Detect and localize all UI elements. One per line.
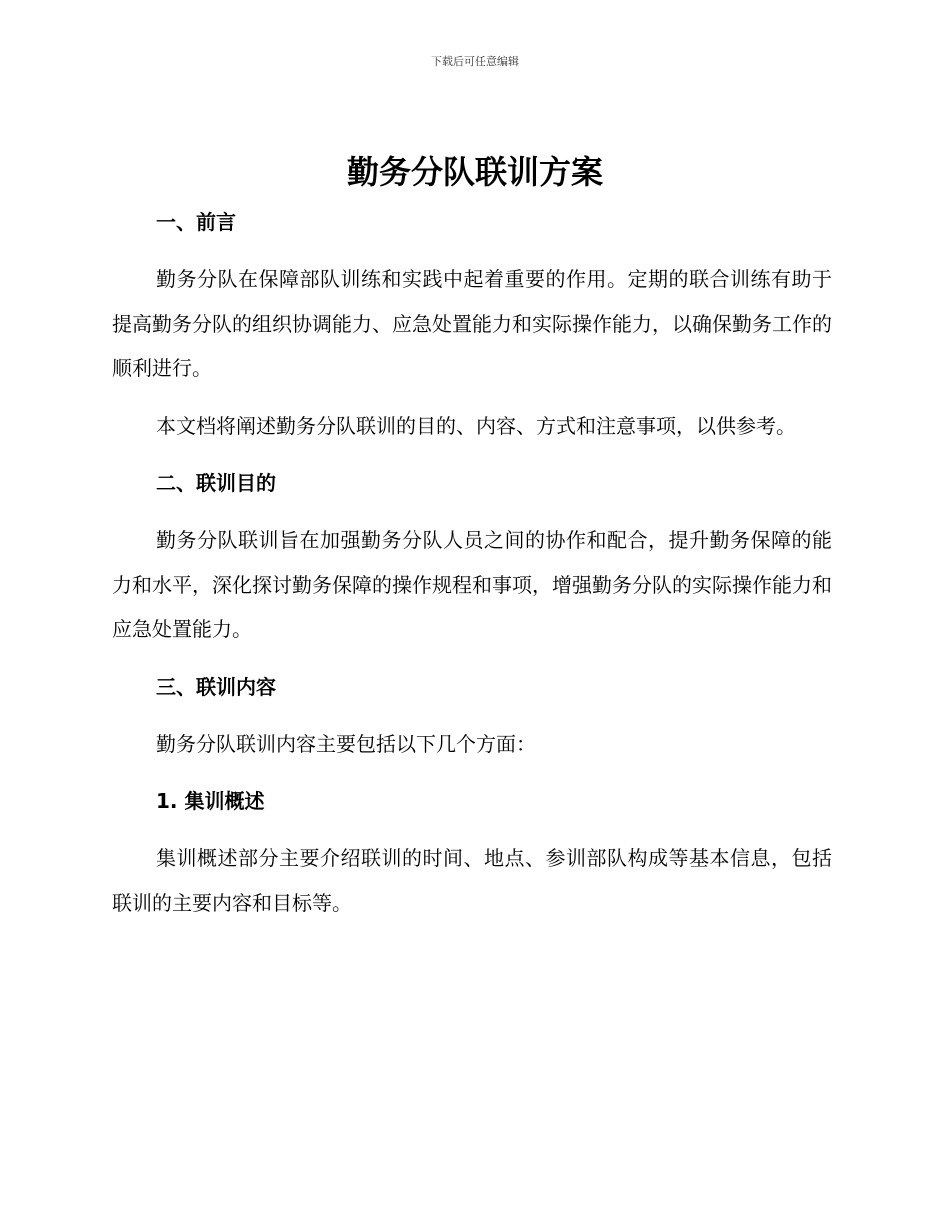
subsection-heading-overview: 1. 集训概述 (156, 789, 265, 813)
document-body (112, 200, 832, 925)
paragraph-preface-2: 本文档将阐述勤务分队联训的目的、内容、方式和注意事项，以供参考。 (156, 413, 796, 438)
page-header: 下载后可任意编辑 (431, 55, 519, 68)
paragraph-purpose: 勤务分队联训旨在加强勤务分队人员之间的协作和配合，提升勤务保障的能力和水平，深化探讨勤务保障的操作规程和事项，增强勤务分队的实际操作能力和应急处置能力。 (112, 528, 832, 641)
document-title: 勤务分队联训方案 (346, 153, 603, 191)
section-heading-content: 三、联训内容 (156, 674, 276, 699)
paragraph-overview: 集训概述部分主要介绍联训的时间、地点、参训部队构成等基本信息，包括联训的主要内容和目标等。 (112, 846, 832, 915)
section-heading-purpose: 二、联训目的 (156, 471, 276, 495)
section-heading-preface: 一、前言 (156, 210, 236, 234)
paragraph-content: 勤务分队联训内容主要包括以下几个方面： (156, 731, 536, 756)
paragraph-preface-1: 勤务分队在保障部队训练和实践中起着重要的作用。定期的联合训练有助于提高勤务分队的组织协调能力、应急处置能力和实际操作能力，以确保勤务工作的顺利进行。 (112, 267, 832, 380)
